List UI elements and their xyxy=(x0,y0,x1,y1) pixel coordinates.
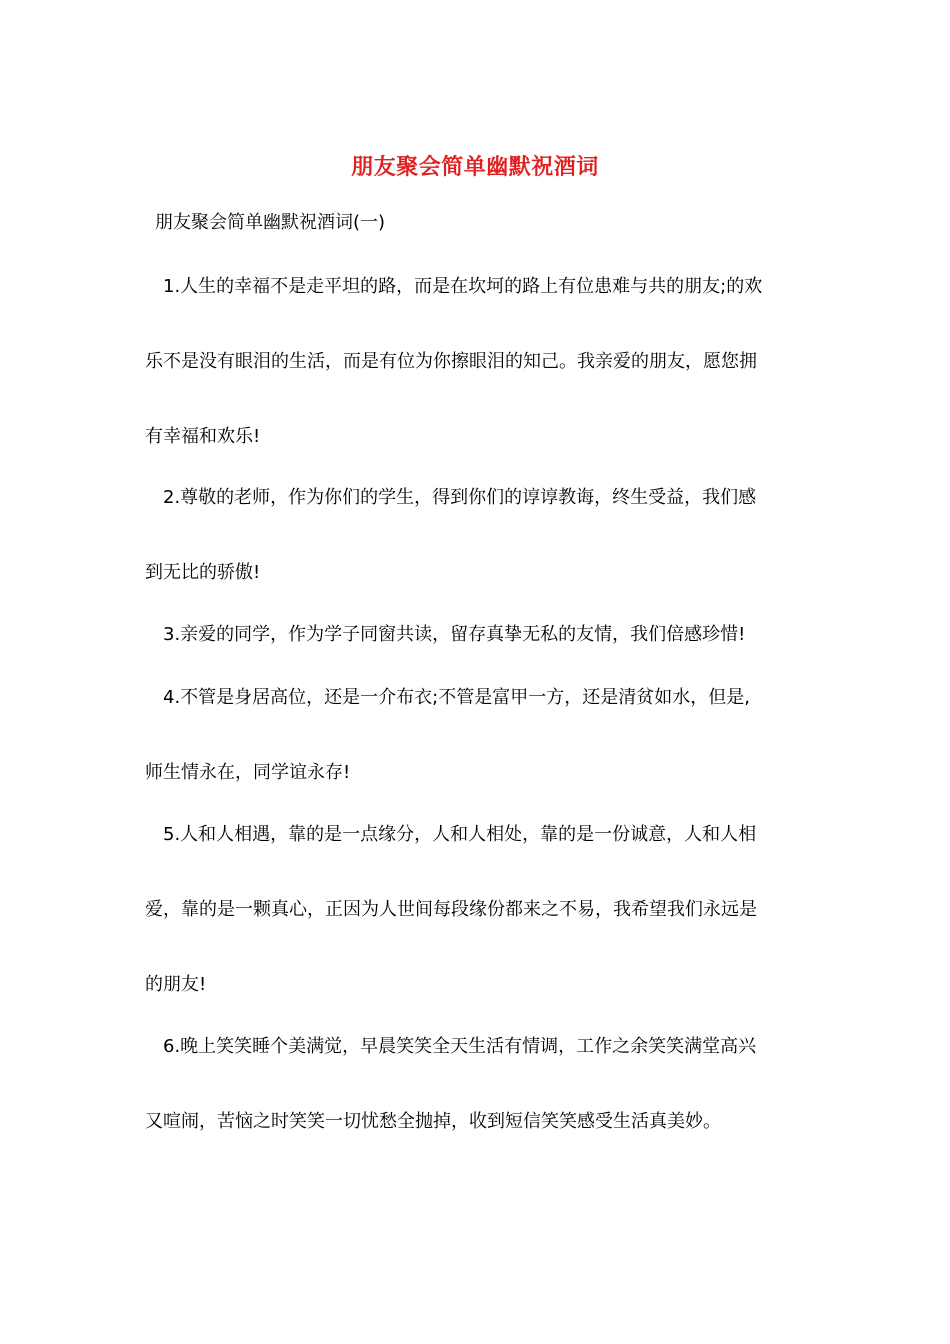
item-line: 师生情永在，同学谊永存! xyxy=(145,762,351,783)
item-line: 有幸福和欢乐! xyxy=(145,426,261,447)
document-subtitle: 朋友聚会简单幽默祝酒词(一) xyxy=(155,212,386,233)
item-line: 3.亲爱的同学，作为学子同窗共读，留存真挚无私的友情，我们倍感珍惜! xyxy=(163,624,746,645)
document-title: 朋友聚会简单幽默祝酒词 xyxy=(351,155,599,180)
item-line: 5.人和人相遇，靠的是一点缘分，人和人相处，靠的是一份诚意，人和人相 xyxy=(163,824,757,845)
item-line: 2.尊敬的老师，作为你们的学生，得到你们的谆谆教诲，终生受益，我们感 xyxy=(163,487,757,508)
item-line: 爱，靠的是一颗真心，正因为人世间每段缘份都来之不易，我希望我们永远是 xyxy=(145,899,757,920)
item-line: 又喧闹，苦恼之时笑笑一切忧愁全抛掉，收到短信笑笑感受生活真美妙。 xyxy=(145,1111,721,1132)
item-line: 1.人生的幸福不是走平坦的路，而是在坎坷的路上有位患难与共的朋友;的欢 xyxy=(163,276,763,297)
item-line: 的朋友! xyxy=(145,974,207,995)
item-line: 6.晚上笑笑睡个美满觉，早晨笑笑全天生活有情调，工作之余笑笑满堂高兴 xyxy=(163,1036,757,1057)
item-line: 到无比的骄傲! xyxy=(145,562,261,583)
item-line: 乐不是没有眼泪的生活，而是有位为你擦眼泪的知己。我亲爱的朋友，愿您拥 xyxy=(145,351,757,372)
item-line: 4.不管是身居高位，还是一介布衣;不管是富甲一方，还是清贫如水，但是, xyxy=(163,687,750,708)
